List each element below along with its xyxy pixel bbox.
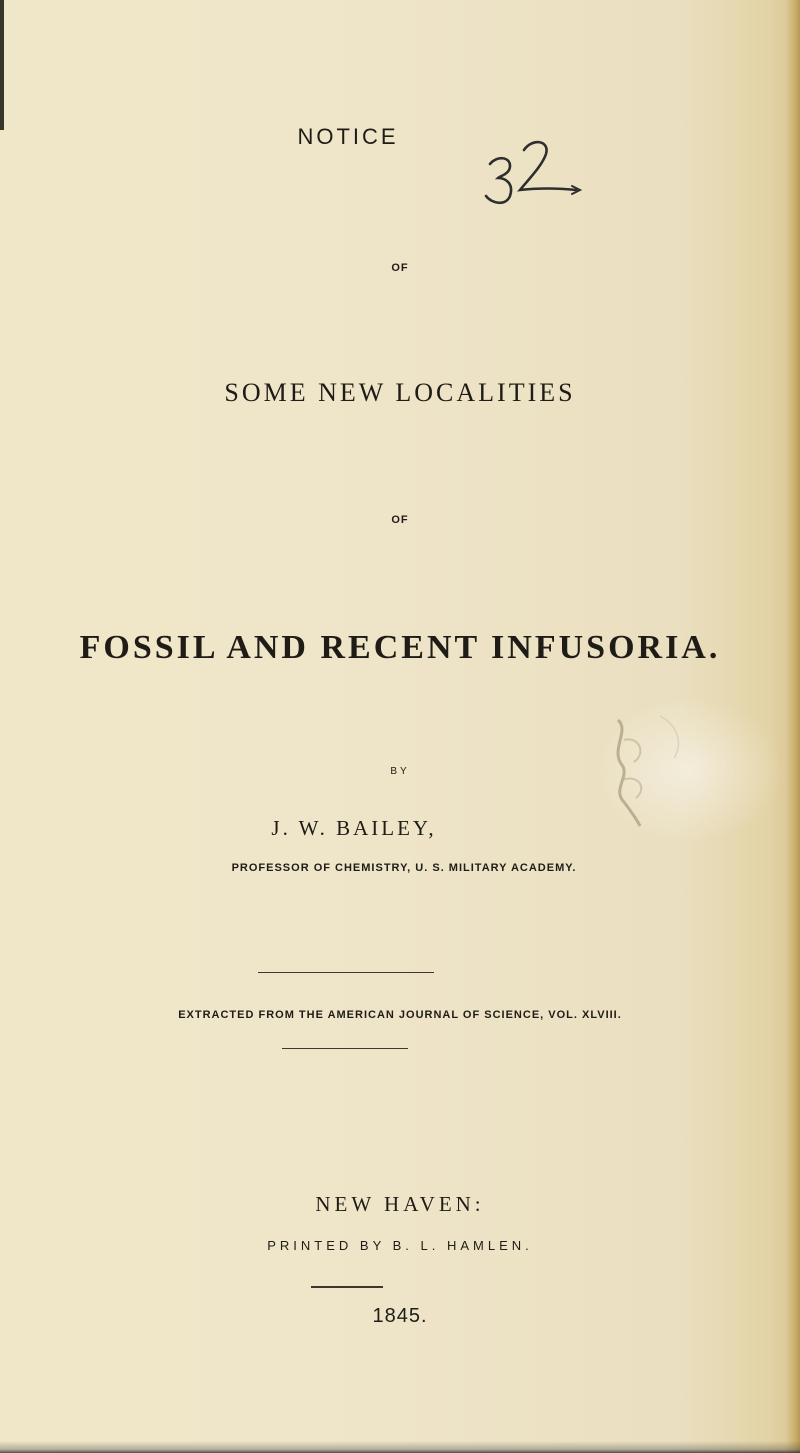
main-title: FOSSIL AND RECENT INFUSORIA. [79, 629, 721, 666]
page-edge-left [0, 0, 4, 130]
divider-rule-top [258, 972, 434, 973]
by-line: BY [390, 766, 410, 777]
handwritten-number [480, 124, 590, 214]
of-line-2: OF [391, 514, 409, 526]
handwritten-number-text: 32 [480, 212, 481, 213]
author-position: PROFESSOR OF CHEMISTRY, U. S. MILITARY ACADEMY. [231, 862, 577, 874]
page-edge-right [786, 0, 800, 1453]
author-name: J. W. BAILEY, [271, 816, 437, 840]
imprint-printer: PRINTED BY B. L. HAMLEN. [267, 1238, 533, 1253]
imprint-place: NEW HAVEN: [315, 1192, 485, 1216]
subtitle-localities: SOME NEW LOCALITIES [224, 378, 576, 407]
notice-heading: NOTICE [297, 124, 399, 149]
source-note: EXTRACTED FROM THE AMERICAN JOURNAL OF SCIENCE, VOL. XLVIII. [178, 1009, 622, 1021]
of-line-1: OF [391, 262, 409, 274]
imprint-year: 1845. [372, 1305, 428, 1327]
page-edge-bottom [0, 1441, 800, 1453]
divider-rule-bottom [282, 1048, 408, 1049]
divider-rule-year [311, 1286, 383, 1288]
